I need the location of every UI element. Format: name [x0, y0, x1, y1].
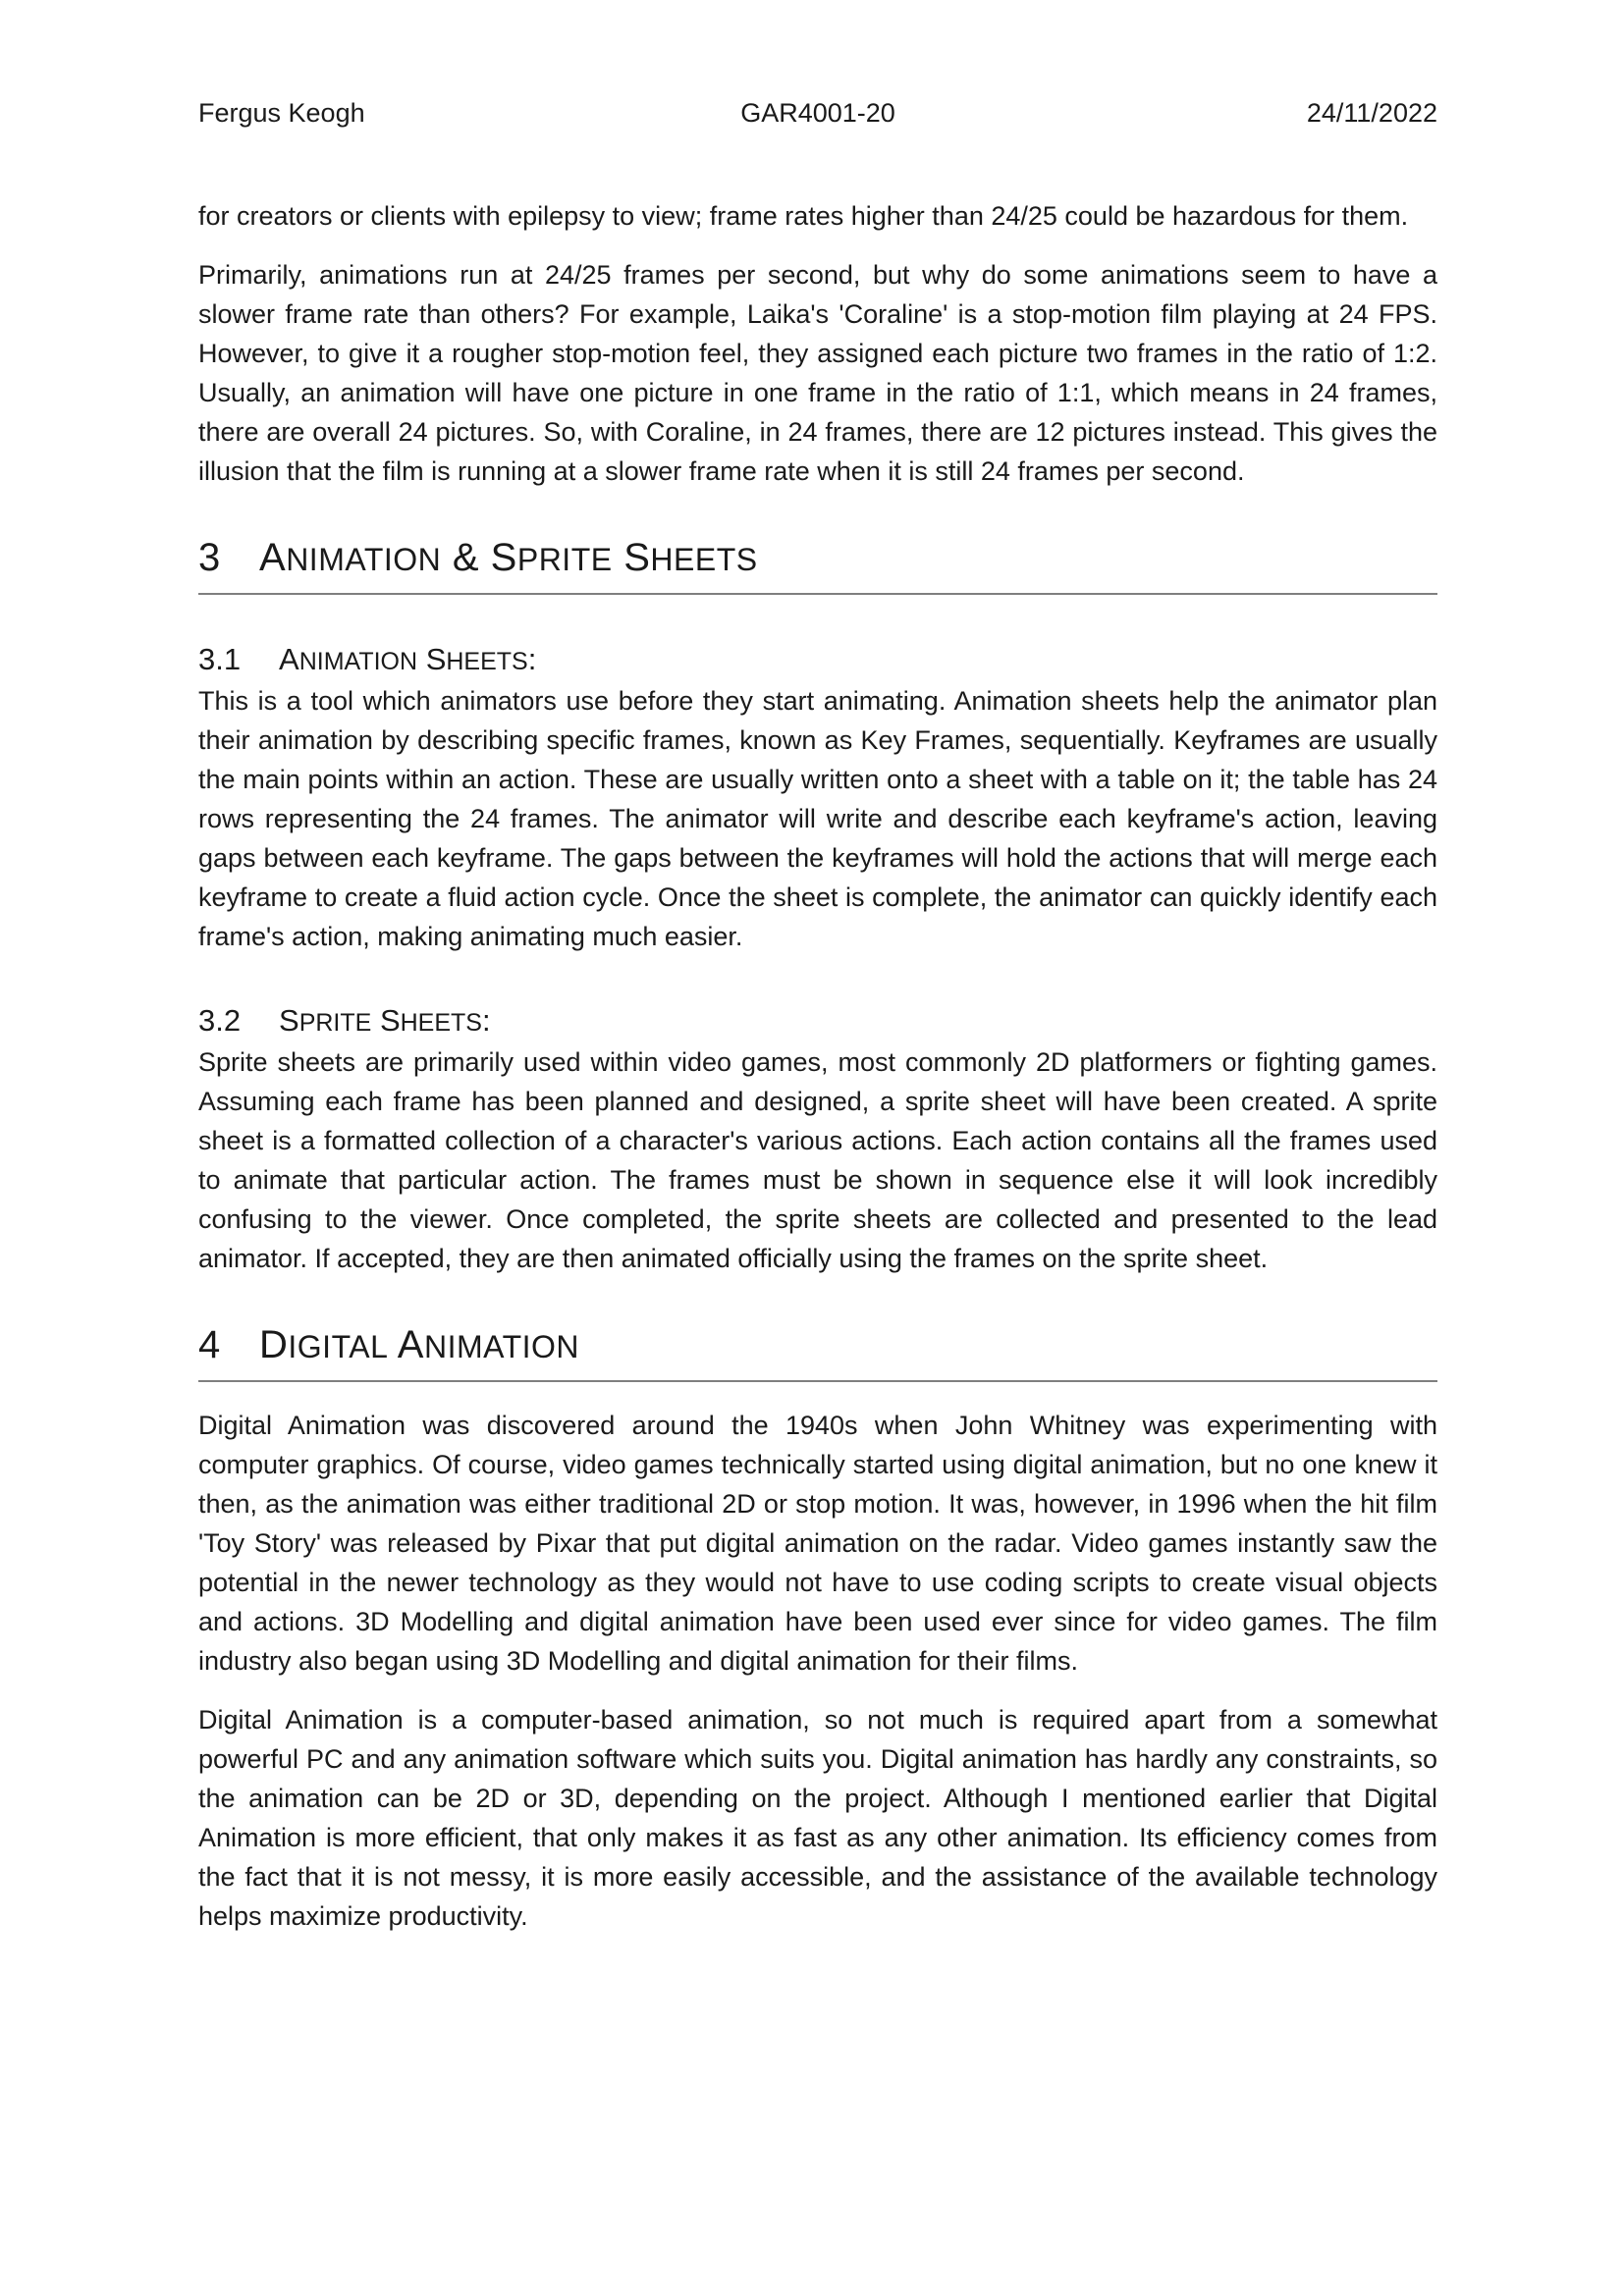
- paragraph-animation-sheets: This is a tool which animators use before they start animating. Animation sheets help the animator plan their animation by describing specific frames, known as Key Frames, sequentially. Keyframes are usually the main points within an action. These are usually written onto a sheet with a table on it; the table has 24 rows representing the 24 frames. The animator will write and describe each keyframe's action, leaving gaps between each keyframe. The gaps between the keyframes will hold the actions that will merge each keyframe to create a fluid action cycle. Once the sheet is complete, the animator can quickly identify each frame's action, making animating much easier.: [198, 686, 1437, 951]
- header-course-code: GAR4001-20: [740, 98, 895, 128]
- section-3-1-title-part: NIMATION: [298, 648, 418, 675]
- section-3-2-title-part: [371, 1003, 380, 1038]
- section-3-2-title-part: S: [379, 1003, 401, 1038]
- section-3-title-part: NIMATION: [286, 542, 442, 577]
- section-3-title-part: S: [623, 536, 651, 579]
- section-3-number: 3: [198, 536, 221, 579]
- header-author: Fergus Keogh: [198, 98, 365, 128]
- section-3-title-part: &: [441, 536, 491, 579]
- section-4-title-part: A: [397, 1323, 424, 1366]
- page-header: [198, 98, 1437, 137]
- section-3-1-heading: [198, 640, 1437, 681]
- section-3-title-part: [613, 536, 624, 579]
- paragraph-epilepsy: for creators or clients with epilepsy to view; frame rates higher than 24/25 could be hazardous for them.: [198, 201, 1409, 231]
- page-content: [198, 196, 1437, 1955]
- header-date: 24/11/2022: [1306, 98, 1437, 128]
- section-3-2-heading: [198, 1001, 1437, 1042]
- section-4-number: 4: [198, 1323, 221, 1366]
- section-3-1-number: 3.1: [198, 642, 242, 676]
- section-3-title-part: A: [259, 536, 287, 579]
- section-3-2-title-part: :: [481, 1003, 491, 1038]
- section-3-title-part: PRITE: [516, 542, 613, 577]
- paragraph-sprite-sheets: Sprite sheets are primarily used within video games, most commonly 2D platformers or fighting games. Assuming each frame has been planned and designed, a sprite sheet will have been created. A sprite sheet is a formatted collection of a character's various actions. Each action contains all the frames used to animate that particular action. The frames must be shown in sequence else it will look incredibly confusing to the viewer. Once completed, the sprite sheets are collected and presented to the lead animator. If accepted, they are then animated officially using the frames on the sprite sheet.: [198, 1047, 1437, 1273]
- section-4-title-part: [388, 1323, 397, 1366]
- section-3-heading: [198, 532, 1437, 595]
- section-4-title-part: D: [259, 1323, 289, 1366]
- section-4-heading: [198, 1319, 1437, 1382]
- section-3-title-part: HEETS: [650, 542, 758, 577]
- section-3-2-number: 3.2: [198, 1003, 242, 1038]
- paragraph-frame-rates: Primarily, animations run at 24/25 frames per second, but why do some animations seem to have a slower frame rate than others? For example, Laika's 'Coraline' is a stop-motion film playing at 24 FPS. However, to give it a rougher stop-motion feel, they assigned each picture two frames in the ratio of 1:2. Usually, an animation will have one picture in one frame in the ratio of 1:1, which means in 24 frames, there are overall 24 pictures. So, with Coraline, in 24 frames, there are 12 pictures instead. This gives the illusion that the film is running at a slower frame rate when it is still 24 frames per second.: [198, 260, 1437, 486]
- section-3-1-title-part: :: [527, 642, 537, 676]
- paragraph-digital-history: Digital Animation was discovered around the 1940s when John Whitney was experimenting with computer graphics. Of course, video games technically started using digital animation, but no one knew it then, as the animation was either traditional 2D or stop motion. It was, however, in 1996 when the hit film 'Toy Story' was released by Pixar that put digital animation on the radar. Video games instantly saw the potential in the newer technology as they would not have to use coding scripts to create visual objects and actions. 3D Modelling and digital animation have been used ever since for video games. The film industry also began using 3D Modelling and digital animation for their films.: [198, 1411, 1437, 1676]
- section-3-1-title-part: S: [425, 642, 447, 676]
- section-3-1-title-part: A: [279, 642, 299, 676]
- section-3-1-title-part: HEETS: [446, 648, 528, 675]
- section-3-2-title-part: S: [279, 1003, 299, 1038]
- section-3-2-title-part: PRITE: [298, 1009, 372, 1037]
- section-4-title-part: NIMATION: [423, 1329, 580, 1364]
- section-4-title-part: IGITAL: [288, 1329, 389, 1364]
- section-3-title-part: S: [490, 536, 517, 579]
- section-3-2-title-part: HEETS: [400, 1009, 482, 1037]
- paragraph-digital-requirements: Digital Animation is a computer-based animation, so not much is required apart from a somewhat powerful PC and any animation software which suits you. Digital animation has hardly any constraints, so the animation can be 2D or 3D, depending on the project. Although I mentioned earlier that Digital Animation is more efficient, that only makes it as fast as any other animation. Its efficiency comes from the fact that it is not messy, it is more easily accessible, and the assistance of the available technology helps maximize productivity.: [198, 1705, 1437, 1931]
- section-3-1-title-part: [417, 642, 426, 676]
